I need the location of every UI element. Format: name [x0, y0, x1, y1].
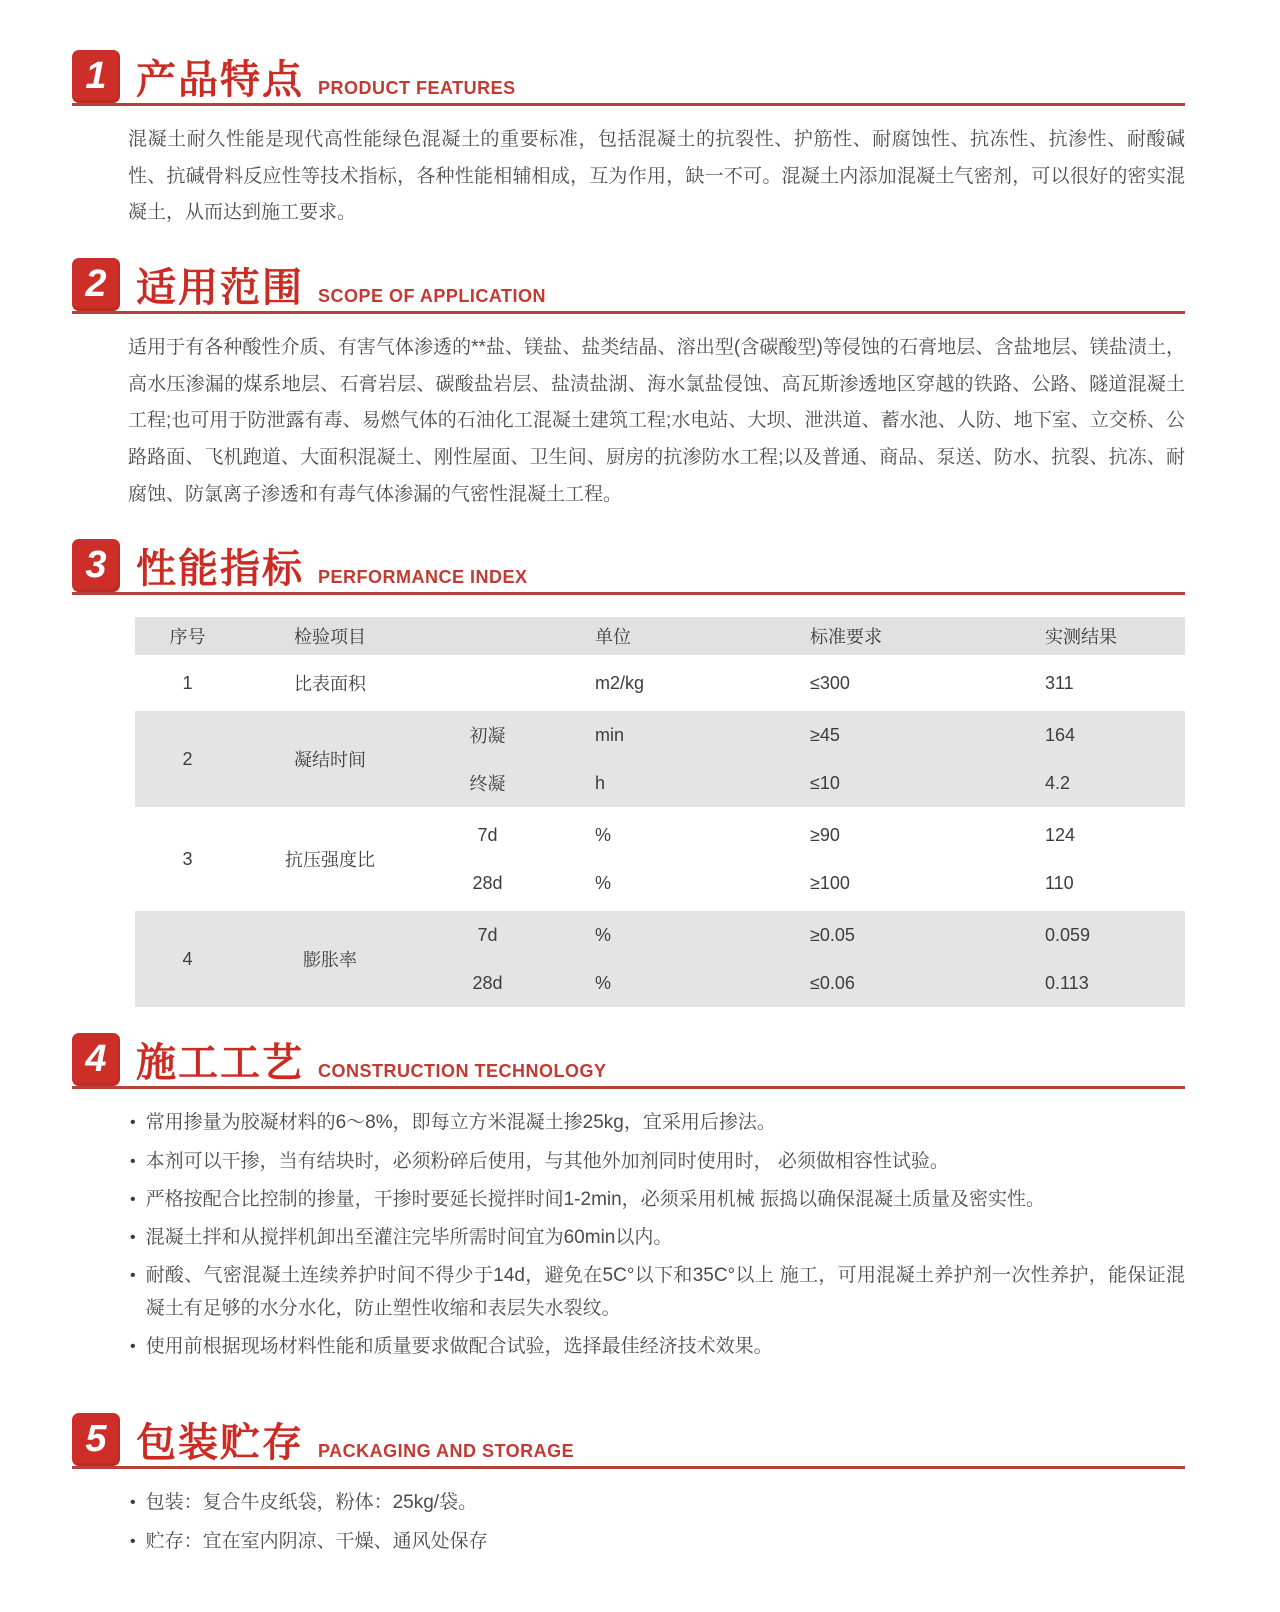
bullet-icon: •: [130, 1190, 136, 1208]
bullet-icon: •: [130, 1229, 136, 1247]
table-cell-result: 124: [1045, 824, 1076, 845]
table-header-cell: 实测结果: [1045, 627, 1117, 648]
section-body-text: 适用于有各种酸性介质、有害气体渗透的**盐、镁盐、盐类结晶、溶出型(含碳酸型)等侵蚀的石膏地层、含盐地层、镁盐渍土，高水压渗漏的煤系地层、石膏岩层、碳酸盐岩层、盐渍盐湖、海水氯盐侵蚀、高瓦斯渗透地区穿越的铁路、公路、隧道混凝土工程;也可用于防泄露有毒、易燃气体的石油化工混凝土建筑工程;水电站、大坝、泄洪道、蓄水池、人防、地下室、立交桥、公路路面、飞机跑道、大面积混凝土、刚性屋面、卫生间、厨房的抗渗防水工程;以及普通、商品、泵送、防水、抗裂、抗冻、耐腐蚀、防氯离子渗透和有毒气体渗漏的气密性混凝土工程。: [128, 336, 1185, 505]
list-item: [130, 1146, 1185, 1178]
table-cell-sub: [420, 659, 555, 707]
section-title: 性能指标: [136, 547, 304, 592]
table-header-cell: 检验项目: [294, 627, 366, 648]
table-cell-standard: ≤10: [810, 772, 840, 793]
section-header: [72, 50, 1185, 106]
table-cell-standard: ≤300: [810, 672, 850, 693]
section-subtitle: SCOPE OF APPLICATION: [318, 285, 547, 306]
bullet-icon: •: [130, 1494, 136, 1512]
section-number-badge: 4: [72, 1033, 120, 1086]
section-header: [72, 1413, 1185, 1469]
table-cell-sub: 28d: [472, 872, 503, 893]
section-header: [72, 258, 1185, 314]
list-item-text: 使用前根据现场材料性能和质量要求做配合试验，选择最佳经济技术效果。: [145, 1336, 773, 1358]
list-item: [130, 1487, 1185, 1519]
table-cell-unit: %: [595, 972, 612, 993]
list-item-text: 严格按配合比控制的掺量，干掺时要延长搅拌时间1-2min，必须采用机械 振捣以确保混凝土质量及密实性。: [145, 1188, 1045, 1210]
bullet-icon: •: [130, 1114, 136, 1132]
table-row: [135, 811, 1185, 907]
table-cell-sub: 28d: [472, 972, 503, 993]
section-header: [72, 539, 1185, 595]
table-cell-unit: %: [595, 924, 612, 945]
section-packaging-storage: [72, 1413, 1185, 1558]
bullet-icon: •: [130, 1267, 136, 1285]
section-scope-of-application: [72, 258, 1185, 513]
table-cell-standard: ≤0.06: [810, 972, 855, 993]
bullet-icon: •: [130, 1152, 136, 1170]
construction-bullet-list: [130, 1107, 1185, 1363]
table-header-cell: 标准要求: [810, 627, 882, 648]
table-header-cell: 单位: [595, 627, 631, 648]
section-title: 包装贮存: [136, 1421, 304, 1466]
list-item-text: 包装：复合牛皮纸袋，粉体：25kg/袋。: [145, 1492, 478, 1514]
list-item-text: 常用掺量为胶凝材料的6～8%，即每立方米混凝土掺25kg，宜采用后掺法。: [145, 1112, 776, 1134]
table-cell-unit: min: [595, 724, 625, 745]
table-cell-item: 膨胀率: [303, 950, 357, 971]
table-cell-standard: ≥100: [810, 872, 850, 893]
table-cell-item: 比表面积: [294, 674, 366, 695]
table-cell-sub: 7d: [477, 824, 498, 845]
performance-index-table: [135, 617, 1185, 1007]
table-cell-result: 110: [1045, 872, 1074, 893]
section-subtitle: CONSTRUCTION TECHNOLOGY: [318, 1061, 607, 1082]
table-cell-result: 0.059: [1045, 924, 1091, 945]
table-cell-sub: 初凝: [469, 726, 506, 747]
table-cell-sub: 终凝: [469, 774, 506, 795]
list-item: [130, 1331, 1185, 1363]
section-construction-technology: [72, 1033, 1185, 1363]
section-number-badge: 2: [72, 258, 120, 311]
section-subtitle: PRODUCT FEATURES: [318, 78, 516, 98]
table-row: [135, 659, 1185, 707]
section-title: 适用范围: [136, 265, 304, 310]
list-item: [130, 1260, 1185, 1325]
table-header-cell: [420, 617, 555, 655]
table-cell-unit: %: [595, 824, 612, 845]
table-cell-unit: h: [595, 772, 606, 793]
section-product-features: [72, 50, 1185, 232]
table-cell-standard: ≥0.05: [810, 924, 855, 945]
bullet-icon: •: [130, 1338, 136, 1356]
table-cell-sub: 7d: [477, 924, 498, 945]
section-number-badge: 5: [72, 1413, 120, 1466]
section-number-badge: 3: [72, 539, 120, 592]
section-subtitle: PACKAGING AND STORAGE: [318, 1441, 575, 1462]
table-cell-no: 1: [182, 672, 193, 693]
table-cell-standard: ≥90: [810, 824, 840, 845]
packaging-bullet-list: [130, 1487, 1185, 1558]
section-subtitle: PERFORMANCE INDEX: [318, 567, 528, 588]
table-cell-unit: %: [595, 872, 612, 893]
section-header: [72, 1033, 1185, 1089]
bullet-icon: •: [130, 1532, 136, 1550]
table-cell-no: 2: [182, 748, 193, 769]
section-body-text: 混凝土耐久性能是现代高性能绿色混凝土的重要标准，包括混凝土的抗裂性、护筋性、耐腐蚀性、抗冻性、抗渗性、耐酸碱性、抗碱骨料反应性等技术指标，各种性能相辅相成，互为作用，缺一不可。混凝土内添加混凝土气密剂，可以很好的密实混凝土，从而达到施工要求。: [128, 129, 1185, 224]
table-cell-item: 凝结时间: [294, 750, 366, 771]
table-cell-no: 4: [182, 948, 193, 969]
table-cell-result: 311: [1045, 672, 1074, 693]
section-performance-index: [72, 539, 1185, 1007]
table-row: [135, 911, 1185, 1007]
table-cell-standard: ≥45: [810, 724, 840, 745]
table-header-row: [135, 617, 1185, 655]
table-row: [135, 711, 1185, 807]
table-cell-result: 164: [1045, 724, 1076, 745]
list-item: [130, 1222, 1185, 1254]
list-item: [130, 1184, 1185, 1216]
section-number-badge: 1: [72, 50, 120, 103]
list-item: [130, 1107, 1185, 1139]
list-item-text: 本剂可以干掺，当有结块时，必须粉碎后使用，与其他外加剂同时使用时， 必须做相容性试验。: [145, 1150, 949, 1172]
table-cell-result: 0.113: [1045, 972, 1089, 993]
table-cell-result: 4.2: [1045, 772, 1071, 793]
section-title: 产品特点: [136, 58, 304, 102]
section-title: 施工工艺: [136, 1041, 304, 1086]
list-item-text: 贮存：宜在室内阴凉、干燥、通风处保存: [145, 1530, 488, 1552]
list-item-text: 混凝土拌和从搅拌机卸出至灌注完毕所需时间宜为60min以内。: [145, 1227, 673, 1249]
table-cell-item: 抗压强度比: [285, 850, 375, 871]
list-item-text: 耐酸、气密混凝土连续养护时间不得少于14d，避免在5C°以下和35C°以上 施工，可用混凝土养护剂一次性养护，能保证混凝土有足够的水分水化，防止塑性收缩和表层失水裂纹。: [145, 1265, 1185, 1319]
table-header-cell: 序号: [169, 627, 206, 648]
table-cell-no: 3: [182, 848, 193, 869]
table-cell-unit: m2/kg: [595, 672, 645, 693]
list-item: [130, 1526, 1185, 1558]
